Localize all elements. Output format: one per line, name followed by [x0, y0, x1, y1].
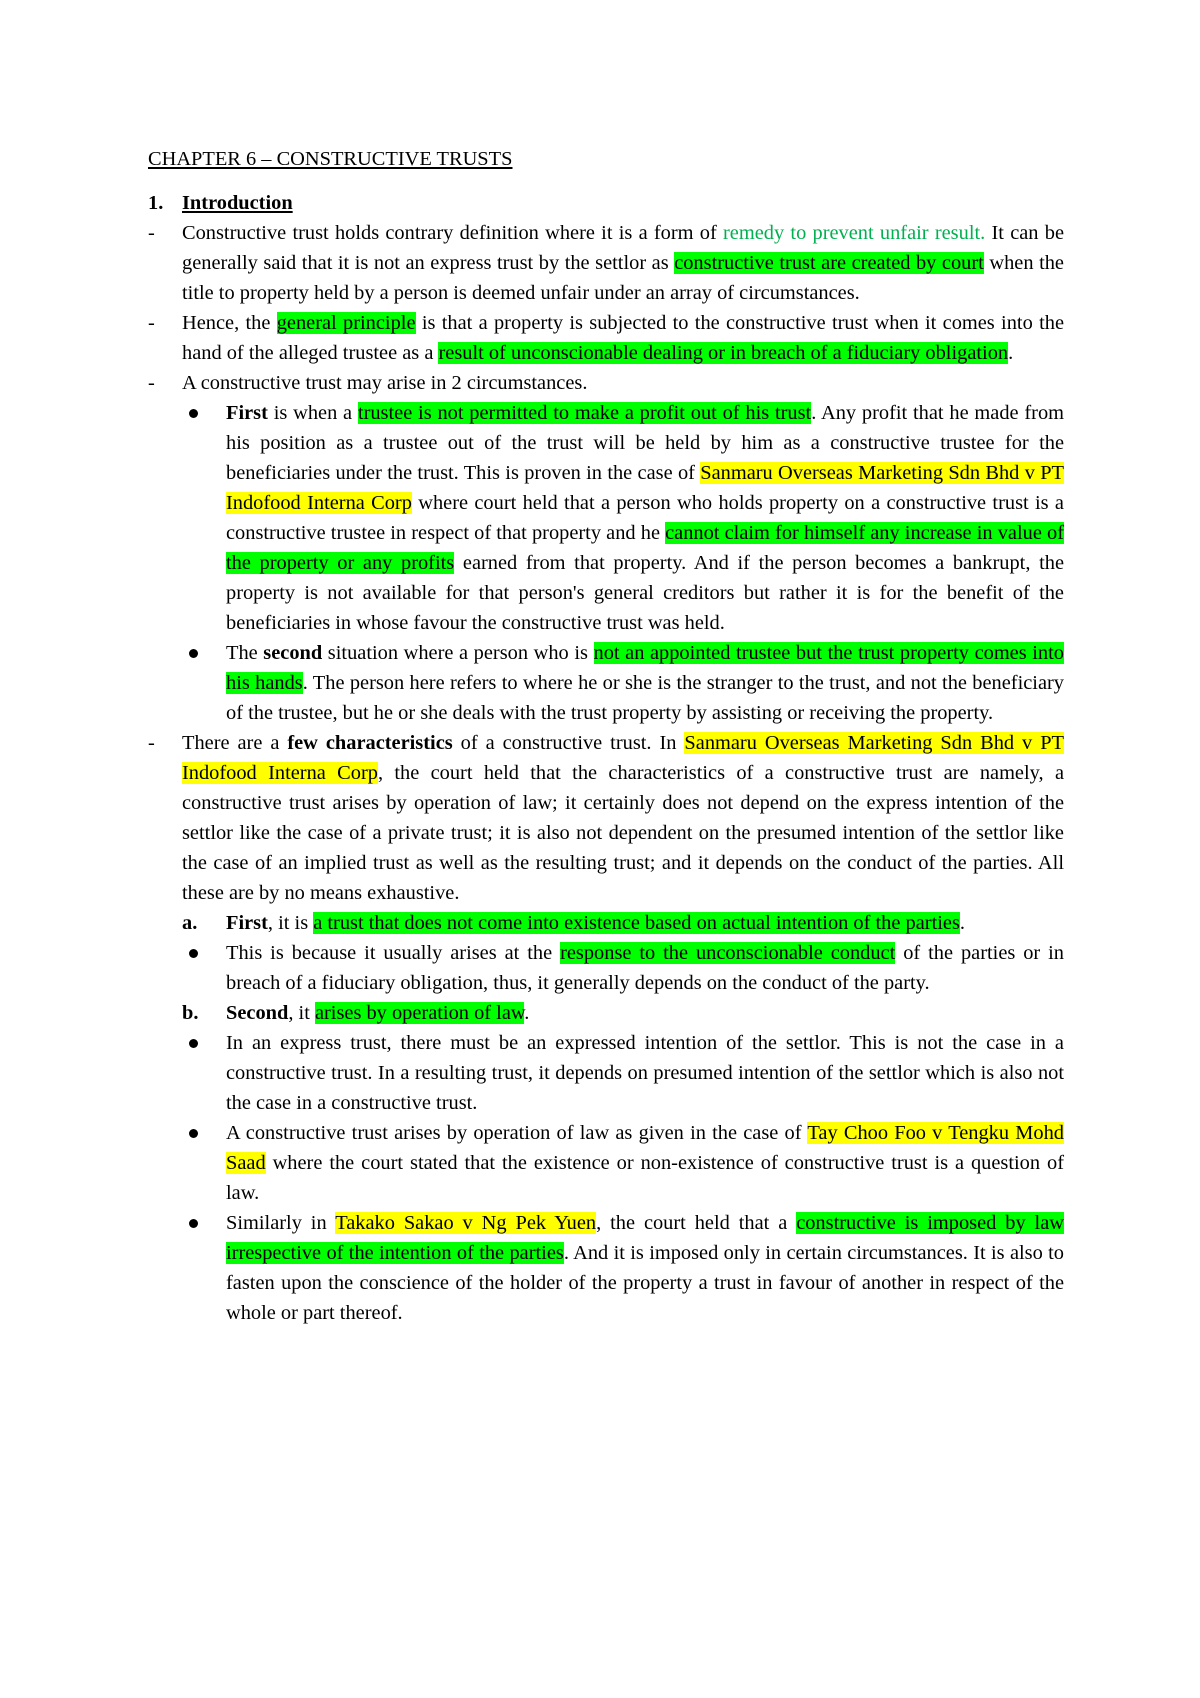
section-title: Introduction	[182, 192, 293, 214]
bullet-icon	[182, 398, 226, 638]
bullet-icon	[182, 1208, 226, 1328]
bullet-second-circumstance: The second situation where a person who is not an appointed trustee but the trust property comes into his hands. The person here refers to where he or she is the stranger to the trust, and not the beneficiary of the trustee, but he or she deals with the trust property by assisting or receiving the property.	[182, 638, 1064, 728]
paragraph-circumstances: - A constructive trust may arise in 2 circumstances.	[148, 372, 588, 394]
bullet-tay-choo-foo: A constructive trust arises by operation of law as given in the case of Tay Choo Foo v Tengku Mohd Saad where the court stated that the existence or non-existence of constructive trust is a question of law.	[182, 1118, 1064, 1208]
paragraph-general-principle: - Hence, the general principle is that a property is subjected to the constructive trust when it comes into the hand of the alleged trustee as a result of unconscionable dealing or in breach of a fiduciary obligation.	[148, 312, 1064, 364]
paragraph-definition: - Constructive trust holds contrary definition where it is a form of remedy to prevent unfair result. It can be generally said that it is not an express trust by the settlor as constructive trust are created by court when the title to property held by a person is deemed unfair under an array of circumstances.	[148, 222, 1064, 304]
bullet-first-circumstance: First is when a trustee is not permitted to make a profit out of his trust. Any profit that he made from his position as a trustee out of the trust will be held by him as a constructive trustee for the beneficiaries under the trust. This is proven in the case of Sanmaru Overseas Marketing Sdn Bhd v PT Indofood Interna Corp where court held that a person who holds property on a constructive trust is a constructive trustee in respect of that property and he cannot claim for himself any increase in value of the property or any profits earned from that property. And if the person becomes a bankrupt, the property is not available for that person's general creditors but rather it is for the benefit of the beneficiaries in whose favour the constructive trust was held.	[182, 398, 1064, 638]
bullet-unconscionable-conduct: This is because it usually arises at the response to the unconscionable conduct of the parties or in breach of a fiduciary obligation, thus, it generally depends on the conduct of the party.	[182, 938, 1064, 998]
bullet-icon	[182, 1028, 226, 1118]
document-body	[148, 144, 1064, 1328]
bullet-express-trust: In an express trust, there must be an expressed intention of the settlor. This is not the case in a constructive trust. In a resulting trust, it depends on presumed intention of the settlor which is also not the case in a constructive trust.	[182, 1028, 1064, 1118]
item-b-second-characteristic: b. Second, it arises by operation of law.	[182, 1002, 530, 1024]
section-heading	[148, 188, 1064, 218]
bullet-icon	[182, 638, 226, 728]
chapter-title: CHAPTER 6 – CONSTRUCTIVE TRUSTS	[148, 148, 513, 170]
paragraph-characteristics: - There are a few characteristics of a constructive trust. In Sanmaru Overseas Marketing Sdn Bhd v PT Indofood Interna Corp, the court held that the characteristics of a constructive trust are namely, a constructive trust arises by operation of law; it certainly does not depend on the express intention of the settlor like the case of a private trust; it is also not dependent on the presumed intention of the settlor like the case of an implied trust as well as the resulting trust; and it depends on the conduct of the parties. All these are by no means exhaustive.	[148, 732, 1064, 904]
bullet-icon	[182, 1118, 226, 1208]
bullet-icon	[182, 938, 226, 998]
item-a-first-characteristic: a. First, it is a trust that does not come into existence based on actual intention of the parties.	[182, 912, 965, 934]
bullet-takako-sakao: Similarly in Takako Sakao v Ng Pek Yuen, the court held that a constructive is imposed by law irrespective of the intention of the parties. And it is imposed only in certain circumstances. It is also to fasten upon the conscience of the holder of the property a trust in favour of another in respect of the whole or part thereof.	[182, 1208, 1064, 1328]
section-number: 1.	[148, 192, 164, 214]
